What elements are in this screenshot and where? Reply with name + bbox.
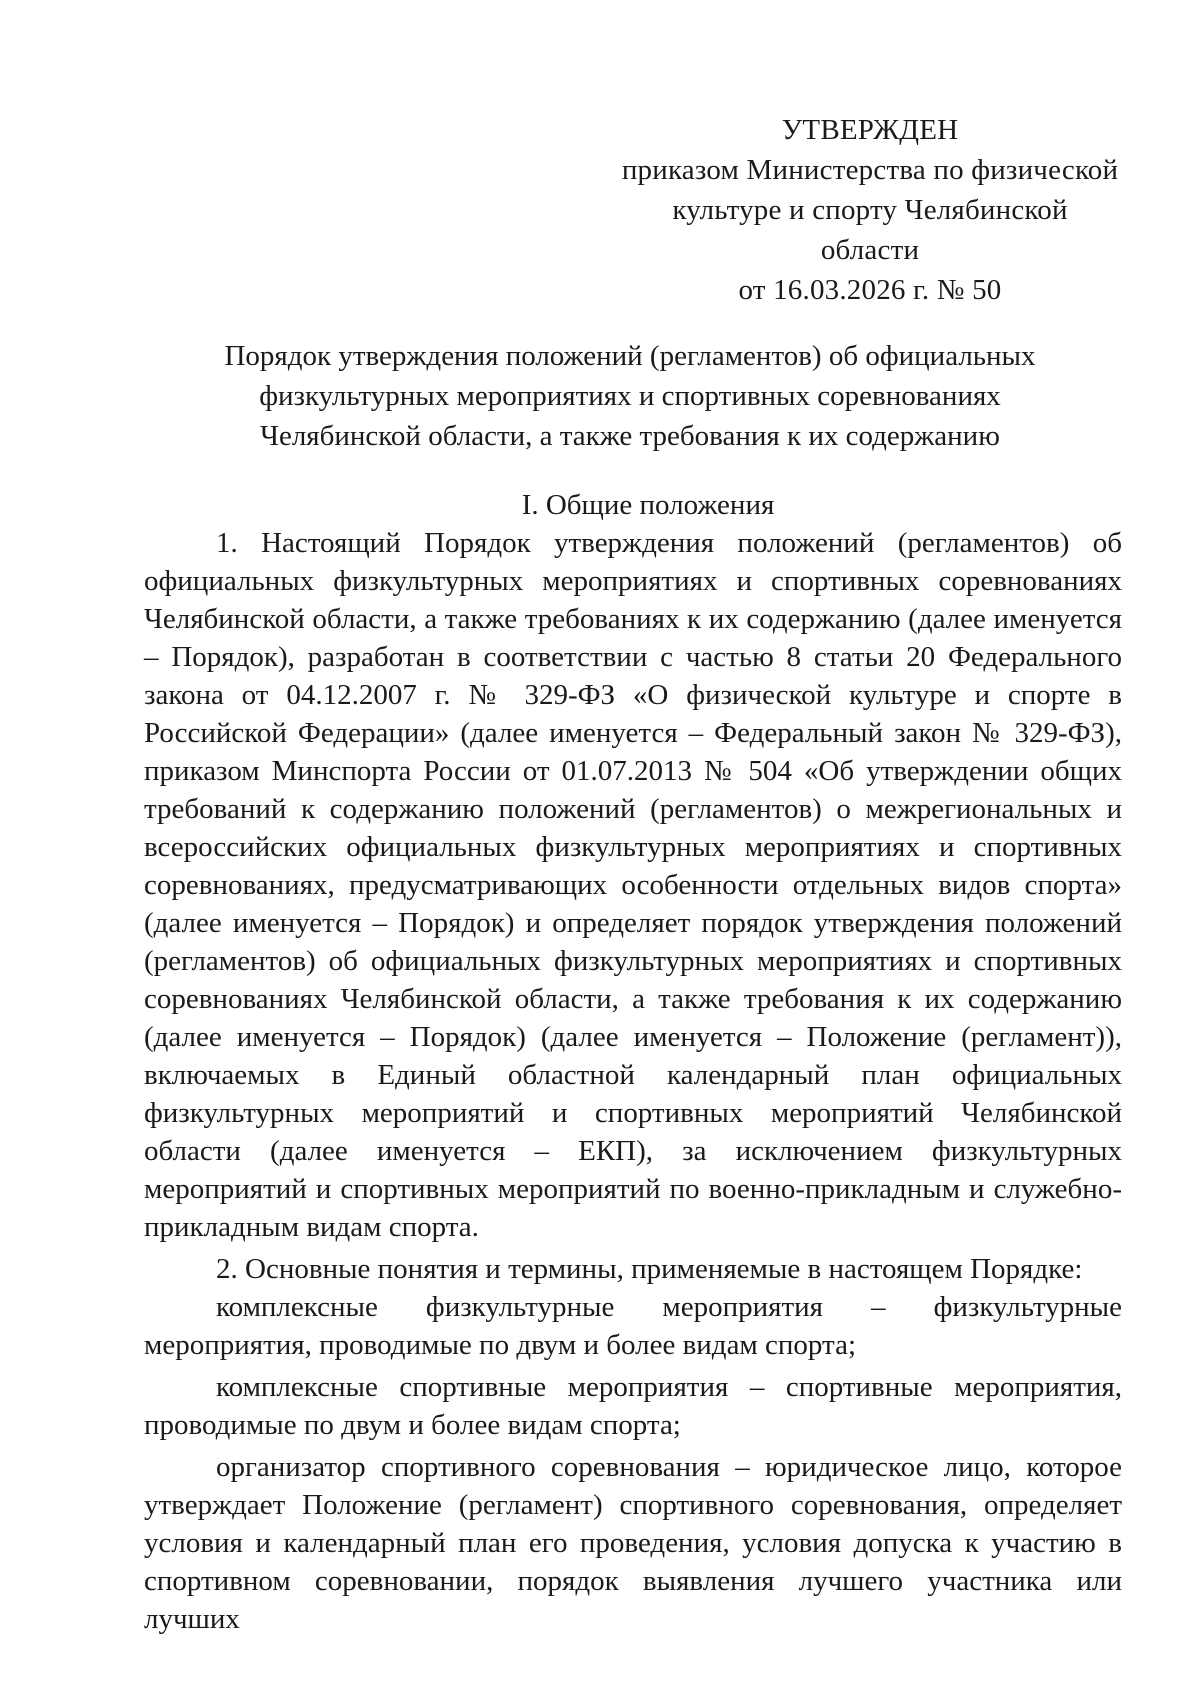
paragraph-1: 1. Настоящий Порядок утверждения положений (регламентов) об официальных физкультурных мероприятиях и спортивных соревнованиях Челябинской области, а также требованиях к их содержанию (далее именуется – Порядок), разработан в соответствии с частью 8 статьи 20 Федерального закона от 04.12.2007 г. № 329-ФЗ «О физической культуре и спорте в Российской Федерации» (далее именуется – Федеральный закон № 329-ФЗ), приказом Минспорта России от 01.07.2013 № 504 «Об утверждении общих требований к содержанию положений (регламентов) о межрегиональных и всероссийских официальных физкультурных мероприятиях и спортивных соревнованиях, предусматривающих особенности отдельных видов спорта» (далее именуется – Порядок) и определяет порядок утверждения положений (регламентов) об официальных физкультурных мероприятиях и спортивных соревнованиях Челябинской области, а также требования к их содержанию (далее именуется – Порядок) (далее именуется – Положение (регламент)), включаемых в Единый областной календарный план официальных физкультурных мероприятий и спортивных мероприятий Челябинской области (далее именуется – ЕКП), за исключением физкультурных мероприятий и спортивных мероприятий по военно-прикладным и служебно-прикладным видам спорта. <box>144 527 1122 1243</box>
approval-stamp-block <box>620 110 1120 310</box>
approval-line-order: приказом Министерства по физической <box>621 154 1119 186</box>
approval-heading: УТВЕРЖДЕН <box>781 114 959 146</box>
definition-competition-organizer: организатор спортивного соревнования – юридическое лицо, которое утверждает Положение (регламент) спортивного соревнования, определяет условия и календарный план его проведения, условия допуска к участию в спортивном соревновании, порядок выявления лучшего участника или лучших <box>144 1451 1122 1635</box>
section-title: I. Общие положения <box>521 489 775 521</box>
approval-line-date: от 16.03.2026 г. № 50 <box>738 274 1002 306</box>
paragraph-2: 2. Основные понятия и термины, применяемые в настоящем Порядке: <box>216 1253 1083 1285</box>
document-body <box>144 486 1122 1638</box>
definition-complex-physical-events: комплексные физкультурные мероприятия – физкультурные мероприятия, проводимые по двум и более видам спорта; <box>144 1291 1122 1361</box>
document-title-line: физкультурных мероприятиях и спортивных соревнованиях <box>259 380 1001 412</box>
definition-complex-sport-events: комплексные спортивные мероприятия – спортивные мероприятия, проводимые по двум и более видам спорта; <box>144 1371 1122 1441</box>
document-title-line: Челябинской области, а также требования к их содержанию <box>260 420 1000 452</box>
approval-line-ministry: культуре и спорту Челябинской области <box>672 194 1068 266</box>
document-title-line: Порядок утверждения положений (регламентов) об официальных <box>224 340 1036 372</box>
document-title <box>140 336 1120 456</box>
